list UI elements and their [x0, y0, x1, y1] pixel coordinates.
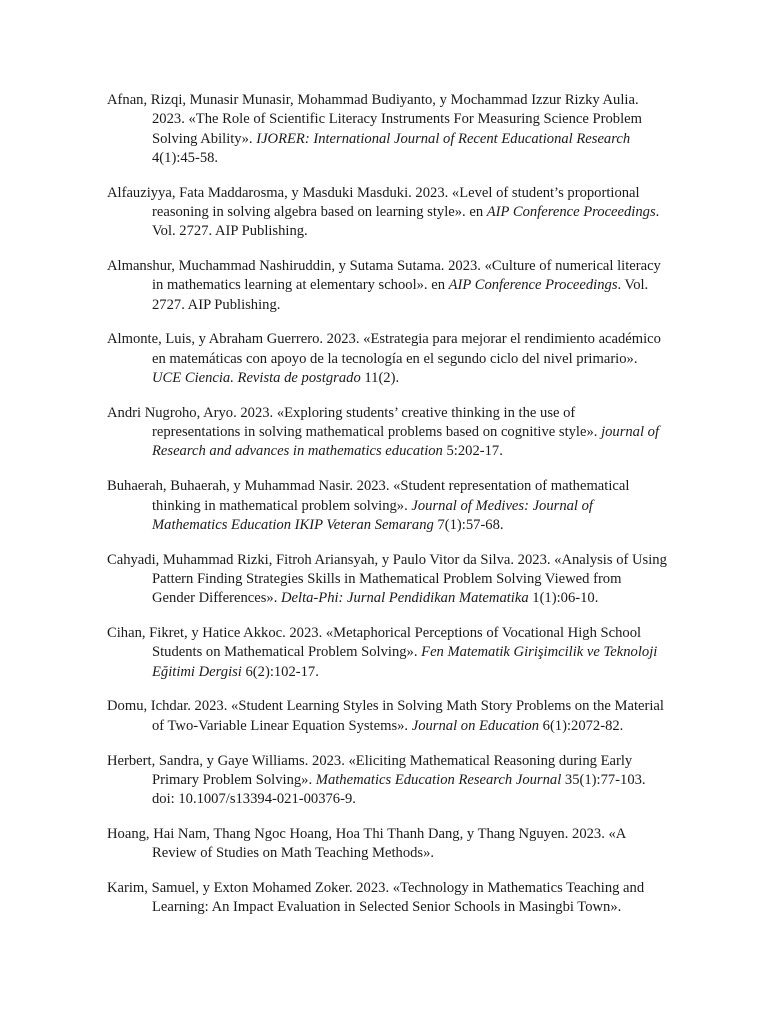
- reference-text: Almonte, Luis, y Abraham Guerrero. 2023. «Estrategia para mejorar el rendimiento académico en matemáticas con apoyo de la tecnología en el segundo ciclo del nivel primario».: [107, 331, 661, 367]
- reference-entry: [107, 404, 667, 462]
- reference-entry: [107, 697, 667, 736]
- reference-details: 6(2):102-17.: [241, 663, 319, 680]
- reference-entry: [107, 477, 667, 535]
- reference-details: . Vol. 2727. AIP Publishing.: [152, 277, 649, 313]
- reference-text: Herbert, Sandra, y Gaye Williams. 2023. «Eliciting Mathematical Reasoning during Early Primary Problem Solving».: [107, 752, 633, 788]
- reference-text: Alfauziyya, Fata Maddarosma, y Masduki Masduki. 2023. «Level of student’s proportional reasoning in solving algebra based on learning style». en: [107, 184, 640, 220]
- reference-source: AIP Conference Proceedings: [448, 277, 618, 294]
- reference-entry: [107, 752, 667, 810]
- reference-source: AIP Conference Proceedings: [486, 203, 656, 220]
- reference-source: Journal of Medives: Journal of Mathematics Education IKIP Veteran Semarang: [152, 497, 593, 533]
- reference-details: 11(2).: [360, 370, 400, 387]
- reference-text: Cahyadi, Muhammad Rizki, Fitroh Ariansyah, y Paulo Vitor da Silva. 2023. «Analysis of Using Pattern Finding Strategies Skills in Mathematical Problem Solving Viewed from Gender Differences».: [107, 551, 667, 607]
- reference-entry: [107, 879, 667, 918]
- reference-text: Almanshur, Muchammad Nashiruddin, y Sutama Sutama. 2023. «Culture of numerical literacy in mathematics learning at elementary school». en: [107, 258, 661, 294]
- reference-text: Cihan, Fikret, y Hatice Akkoc. 2023. «Metaphorical Perceptions of Vocational High School Students on Mathematical Problem Solving».: [107, 625, 642, 661]
- reference-entry: [107, 624, 667, 682]
- reference-entry: [107, 330, 667, 388]
- reference-details: 1(1):06-10.: [528, 590, 599, 607]
- reference-source: Journal on Education: [411, 717, 539, 734]
- reference-text: Karim, Samuel, y Exton Mohamed Zoker. 2023. «Technology in Mathematics Teaching and Learning: An Impact Evaluation in Selected Senior Schools in Masingbi Town».: [107, 880, 645, 916]
- reference-entry: [107, 184, 667, 242]
- reference-details: 5:202-17.: [442, 443, 503, 460]
- reference-list: [107, 91, 667, 933]
- reference-details: 7(1):57-68.: [433, 516, 504, 533]
- reference-text: Afnan, Rizqi, Munasir Munasir, Mohammad Budiyanto, y Mochammad Izzur Rizky Aulia. 2023. «The Role of Scientific Literacy Instruments For Measuring Science Problem Solving Ability».: [107, 92, 642, 147]
- reference-entry: [107, 825, 667, 864]
- reference-source: Mathematics Education Research Journal: [315, 771, 562, 788]
- reference-text: Domu, Ichdar. 2023. «Student Learning Styles in Solving Math Story Problems on the Material of Two-Variable Linear Equation Systems».: [107, 698, 664, 734]
- reference-source: Delta-Phi: Jurnal Pendidikan Matematika: [281, 590, 529, 607]
- reference-text: Andri Nugroho, Aryo. 2023. «Exploring students’ creative thinking in the use of representations in solving mathematical problems based on cognitive style».: [107, 404, 602, 441]
- reference-details: 4(1):45-58.: [152, 149, 219, 166]
- reference-details: 6(1):2072-82.: [539, 717, 624, 734]
- reference-source: Fen Matematik Girişimcilik ve Teknoloji Eğitimi Dergisi: [152, 644, 658, 680]
- reference-entry: [107, 551, 667, 609]
- reference-text: Hoang, Hai Nam, Thang Ngoc Hoang, Hoa Thi Thanh Dang, y Thang Nguyen. 2023. «A Review of Studies on Math Teaching Methods».: [107, 825, 626, 862]
- reference-details: . Vol. 2727. AIP Publishing.: [152, 203, 660, 240]
- reference-entry: [107, 91, 667, 168]
- reference-details: 35(1):77-103. doi: 10.1007/s13394-021-00376-9.: [152, 771, 646, 808]
- reference-source: IJORER: International Journal of Recent Educational Research: [256, 130, 631, 147]
- reference-entry: [107, 257, 667, 315]
- reference-source: journal of Research and advances in mathematics education: [152, 424, 660, 460]
- reference-source: UCE Ciencia. Revista de postgrado: [152, 370, 361, 387]
- reference-text: Buhaerah, Buhaerah, y Muhammad Nasir. 2023. «Student representation of mathematical thinking in mathematical problem solving».: [107, 478, 630, 514]
